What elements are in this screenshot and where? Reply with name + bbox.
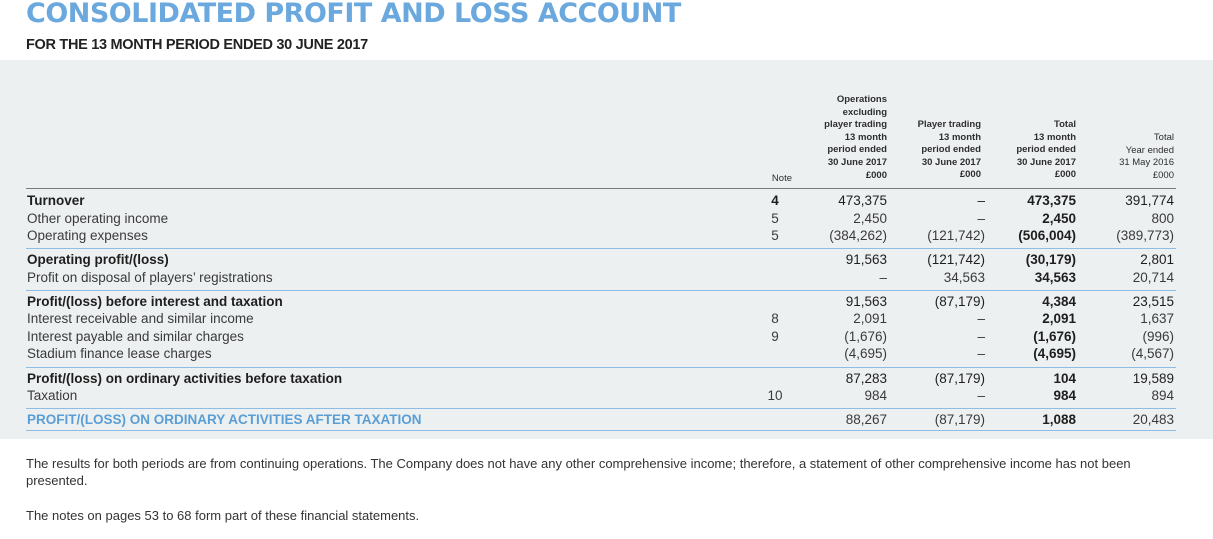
cell-total-2017: 1,088 [1042,412,1076,427]
cell-total-2017: (506,004) [1018,228,1076,243]
cell-player-trading: (121,742) [927,228,985,243]
table-row [0,192,1213,209]
cell-player-trading: (87,179) [934,294,985,309]
cell-total-2016: 20,483 [1132,412,1174,427]
cell-player-trading: 34,563 [943,270,985,285]
header-rule [26,188,1176,189]
cell-operations: 984 [864,388,887,403]
row-note: 8 [771,311,779,326]
cell-total-2016: (389,773) [1116,228,1174,243]
cell-operations: (4,695) [844,346,887,361]
cell-player-trading: – [977,311,985,326]
cell-player-trading: – [977,193,985,208]
cell-operations: (1,676) [844,329,887,344]
table-row [0,370,1213,387]
row-label: Interest payable and similar charges [27,329,244,344]
table-row [0,387,1213,404]
row-label: Other operating income [27,211,169,226]
cell-total-2017: (4,695) [1033,346,1076,361]
cell-total-2016: 20,714 [1132,270,1174,285]
page-subtitle: FOR THE 13 MONTH PERIOD ENDED 30 JUNE 2017 [26,37,368,53]
table-row [0,251,1213,268]
row-label: Interest receivable and similar income [27,311,254,326]
cell-operations: (384,262) [829,228,887,243]
header-note: Note [771,173,792,184]
table-row [0,293,1213,310]
header-col-player-trading: Player trading 13 month period ended 30 June 2017 £000 [917,119,981,181]
section-rule-1 [26,248,1176,249]
header-col-operations: Operations excluding player trading 13 month period ended 30 June 2017 £000 [824,94,887,181]
cell-operations: 473,375 [838,193,887,208]
cell-player-trading: – [977,346,985,361]
row-label: Stadium finance lease charges [27,346,212,361]
row-note: 9 [771,329,779,344]
section-rule-3 [26,367,1176,368]
row-label: PROFIT/(LOSS) ON ORDINARY ACTIVITIES AFTER TAXATION [27,412,422,427]
header-col-total-2016: Total Year ended 31 May 2016 £000 [1119,132,1174,181]
page-title: CONSOLIDATED PROFIT AND LOSS ACCOUNT [26,0,681,29]
cell-total-2017: 473,375 [1027,193,1076,208]
cell-operations: 88,267 [845,412,887,427]
cell-total-2017: 104 [1053,371,1076,386]
cell-player-trading: (87,179) [934,412,985,427]
cell-total-2016: (4,567) [1131,346,1174,361]
row-note: 10 [767,388,783,403]
table-row-result [0,411,1213,428]
row-label: Profit/(loss) before interest and taxation [27,294,283,309]
row-label: Operating expenses [27,228,148,243]
cell-total-2016: (996) [1142,329,1174,344]
row-note: 5 [771,211,779,226]
cell-operations: – [879,270,887,285]
table-row [0,210,1213,227]
section-rule-4 [26,408,1176,409]
cell-total-2016: 19,589 [1132,371,1174,386]
row-note: 4 [771,193,779,208]
footnote-results: The results for both periods are from continuing operations. The Company does not have any other comprehensive income; therefore, a statement of other comprehensive income has not been presented. [26,456,1131,488]
table-row [0,269,1213,286]
header-col-total-2017: Total 13 month period ended 30 June 2017 £000 [1016,119,1076,181]
cell-total-2016: 391,774 [1125,193,1174,208]
footnote-notes: The notes on pages 53 to 68 form part of these financial statements. [26,508,420,523]
row-note: 5 [771,228,779,243]
row-label: Taxation [27,388,78,403]
cell-total-2016: 23,515 [1132,294,1174,309]
cell-total-2017: 2,450 [1042,211,1076,226]
row-label: Profit/(loss) on ordinary activities before taxation [27,371,343,386]
cell-total-2016: 894 [1151,388,1174,403]
cell-total-2016: 1,637 [1140,311,1174,326]
cell-operations: 91,563 [845,252,887,267]
cell-player-trading: (87,179) [934,371,985,386]
cell-total-2017: 4,384 [1042,294,1076,309]
table-row [0,328,1213,345]
cell-player-trading: (121,742) [927,252,985,267]
cell-total-2016: 2,801 [1140,252,1174,267]
cell-total-2017: (1,676) [1033,329,1076,344]
cell-player-trading: – [977,388,985,403]
cell-operations: 2,450 [853,211,887,226]
cell-total-2017: (30,179) [1025,252,1076,267]
table-row [0,227,1213,244]
row-label: Operating profit/(loss) [27,252,169,267]
cell-total-2017: 34,563 [1034,270,1076,285]
cell-operations: 91,563 [845,294,887,309]
cell-player-trading: – [977,211,985,226]
row-label: Profit on disposal of players’ registrations [27,270,273,285]
cell-total-2017: 2,091 [1042,311,1076,326]
cell-operations: 87,283 [845,371,887,386]
bottom-rule [26,430,1176,431]
cell-player-trading: – [977,329,985,344]
table-row [0,345,1213,362]
section-rule-2 [26,290,1176,291]
cell-total-2017: 984 [1053,388,1076,403]
row-label: Turnover [27,193,85,208]
cell-total-2016: 800 [1151,211,1174,226]
table-row [0,310,1213,327]
cell-operations: 2,091 [853,311,887,326]
